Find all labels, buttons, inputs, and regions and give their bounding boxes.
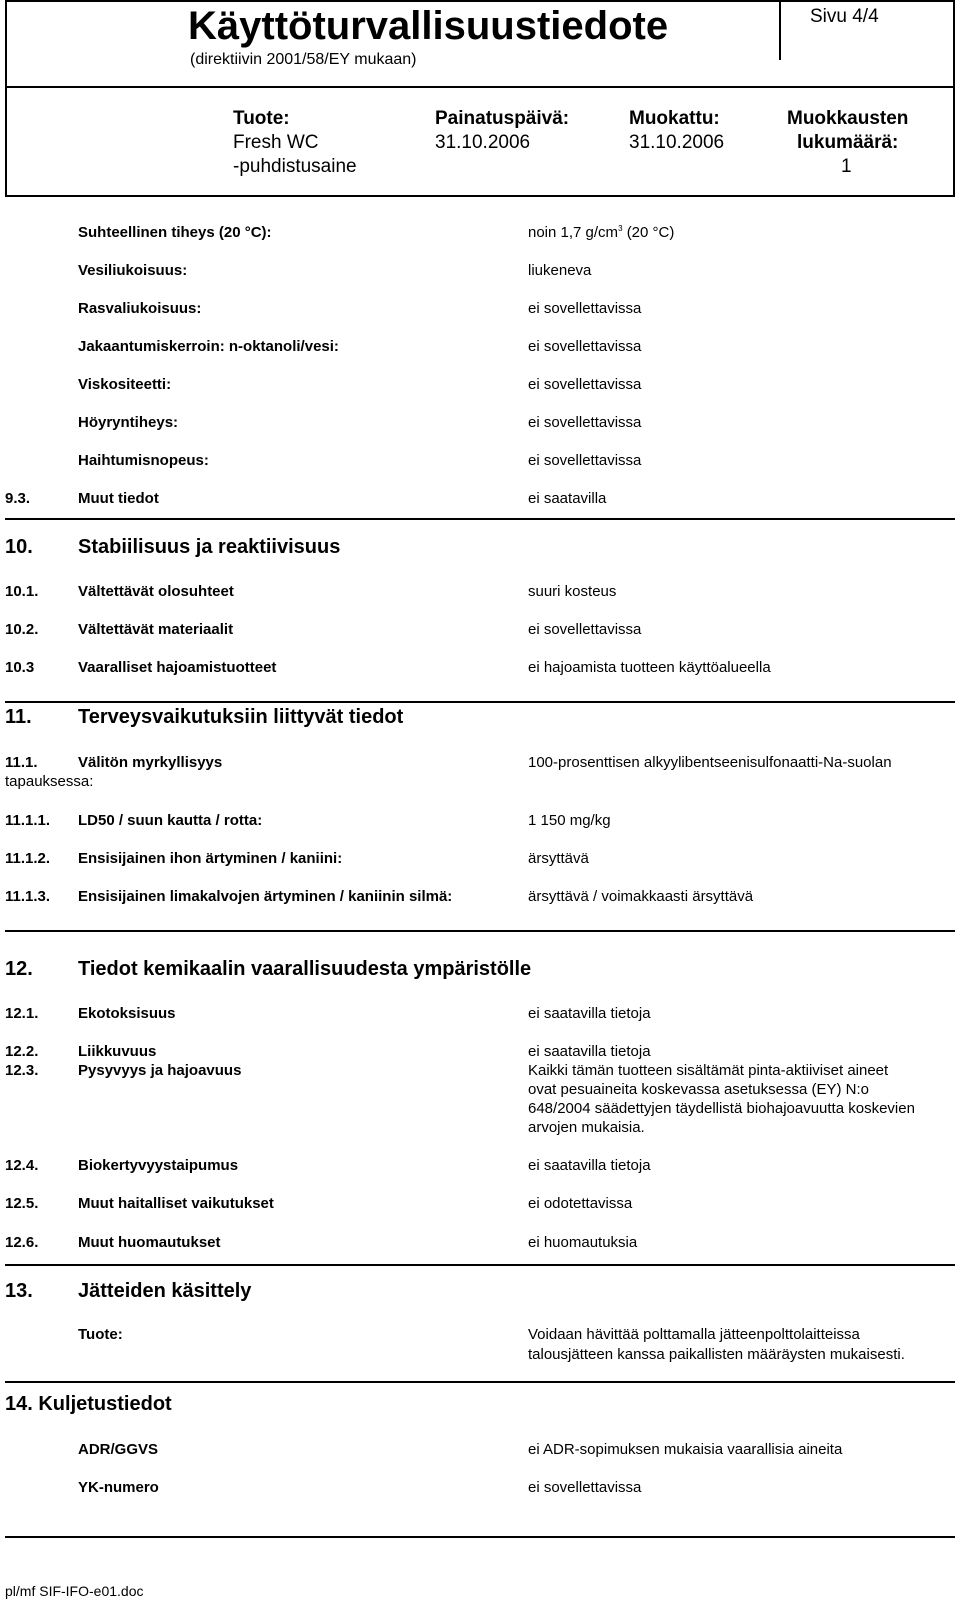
superscript: 3 bbox=[618, 224, 623, 233]
property-label: Rasvaliukoisuus: bbox=[78, 300, 202, 317]
item-value-line: arvojen mukaisia. bbox=[528, 1119, 645, 1136]
item-label: Välitön myrkyllisyys bbox=[78, 754, 223, 771]
print-date: 31.10.2006 bbox=[435, 132, 531, 153]
item-label: ADR/GGVS bbox=[78, 1441, 159, 1458]
item-value-line: ovat pesuaineita koskevassa asetuksessa (EY) N:o bbox=[528, 1081, 870, 1098]
property-label: Haihtumisnopeus: bbox=[78, 452, 209, 469]
item-number: 11.1.3. bbox=[5, 888, 51, 905]
page-number: Sivu 4/4 bbox=[810, 6, 879, 27]
section-title: Jätteiden käsittely bbox=[78, 1280, 252, 1302]
modified-label: Muokattu: bbox=[629, 108, 720, 129]
product-name: Fresh WC bbox=[233, 132, 319, 153]
header-divider bbox=[5, 86, 955, 88]
property-value: noin 1,7 $g/cm^3$ (20 °C) bbox=[528, 224, 675, 241]
edits-count: 1 bbox=[841, 156, 852, 177]
item-label: Tuote: bbox=[78, 1326, 123, 1343]
property-value: ei sovellettavissa bbox=[528, 338, 642, 355]
document-title: Käyttöturvallisuustiedote bbox=[188, 4, 669, 48]
section-title: 14. Kuljetustiedot bbox=[5, 1393, 172, 1415]
section-rule bbox=[5, 930, 955, 932]
modified-date: 31.10.2006 bbox=[629, 132, 725, 153]
item-label: Biokertyvyystaipumus bbox=[78, 1157, 239, 1174]
footer-rule bbox=[5, 1536, 955, 1538]
section-number: 10. bbox=[5, 536, 33, 558]
item-value: suuri kosteus bbox=[528, 583, 617, 600]
item-value: ei sovellettavissa bbox=[528, 621, 642, 638]
item-number: 10.2. bbox=[5, 621, 39, 638]
item-number: 12.4. bbox=[5, 1157, 39, 1174]
property-label: Vesiliukoisuus: bbox=[78, 262, 188, 279]
property-value: ei sovellettavissa bbox=[528, 376, 642, 393]
section-title: Stabiilisuus ja reaktiivisuus bbox=[78, 536, 341, 558]
product-label: Tuote: bbox=[233, 108, 290, 129]
item-value-line: Voidaan hävittää polttamalla jätteenpolttolaitteissa bbox=[528, 1326, 860, 1343]
item-value-line: 648/2004 säädettyjen täydellistä biohajoavuutta koskevien bbox=[528, 1100, 915, 1117]
footer-text: pl/mf SIF-IFO-e01.doc bbox=[5, 1583, 144, 1599]
section-number: 9.3. bbox=[5, 490, 31, 507]
product-name-cont: -puhdistusaine bbox=[233, 156, 357, 177]
property-value: ei sovellettavissa bbox=[528, 452, 642, 469]
property-label: Viskositeetti: bbox=[78, 376, 172, 393]
item-value: ei huomautuksia bbox=[528, 1234, 638, 1251]
section-title: Terveysvaikutuksiin liittyvät tiedot bbox=[78, 706, 404, 728]
item-value-line: Kaikki tämän tuotteen sisältämät pinta-aktiiviset aineet bbox=[528, 1062, 889, 1079]
item-number: 12.2. bbox=[5, 1043, 39, 1060]
item-number: 10.3 bbox=[5, 659, 35, 676]
item-number: 11.1.2. bbox=[5, 850, 51, 867]
item-number: 11.1. bbox=[5, 754, 38, 771]
section-value: ei saatavilla bbox=[528, 490, 607, 507]
item-number: 12.6. bbox=[5, 1234, 39, 1251]
property-value: ei sovellettavissa bbox=[528, 300, 642, 317]
property-label: Höyryntiheys: bbox=[78, 414, 179, 431]
section-rule bbox=[5, 1264, 955, 1266]
item-value: 1 150 mg/kg bbox=[528, 812, 611, 829]
item-value: 100-prosenttisen alkyylibentseenisulfonaatti-Na-suolan bbox=[528, 754, 892, 771]
section-number: 13. bbox=[5, 1280, 33, 1302]
section-number: 12. bbox=[5, 958, 33, 980]
item-label: Muut huomautukset bbox=[78, 1234, 221, 1251]
section-rule bbox=[5, 701, 955, 703]
item-number: 10.1. bbox=[5, 583, 39, 600]
section-title: Tiedot kemikaalin vaarallisuudesta ympäristölle bbox=[78, 958, 532, 980]
item-label: YK-numero bbox=[78, 1479, 159, 1496]
section-number: 11. bbox=[5, 706, 32, 728]
item-value: ei odotettavissa bbox=[528, 1195, 633, 1212]
item-label: Pysyvyys ja hajoavuus bbox=[78, 1062, 242, 1079]
item-label: LD50 / suun kautta / rotta: bbox=[78, 812, 263, 829]
item-label: Muut haitalliset vaikutukset bbox=[78, 1195, 274, 1212]
section-label: Muut tiedot bbox=[78, 490, 159, 507]
item-label: Ensisijainen limakalvojen ärtyminen / kaniinin silmä: bbox=[78, 888, 453, 905]
edits-label-cont: lukumäärä: bbox=[797, 132, 899, 153]
item-label: Ensisijainen ihon ärtyminen / kaniini: bbox=[78, 850, 343, 867]
item-number: 12.5. bbox=[5, 1195, 39, 1212]
section-rule bbox=[5, 518, 955, 520]
edits-label: Muokkausten bbox=[787, 108, 909, 129]
document-subtitle: (direktiivin 2001/58/EY mukaan) bbox=[190, 51, 417, 68]
section-rule bbox=[5, 1381, 955, 1383]
item-value: ei hajoamista tuotteen käyttöalueella bbox=[528, 659, 771, 676]
item-label: Liikkuvuus bbox=[78, 1043, 157, 1060]
item-label: Vältettävät olosuhteet bbox=[78, 583, 234, 600]
header-divider bbox=[779, 0, 781, 60]
item-value: ärsyttävä / voimakkaasti ärsyttävä bbox=[528, 888, 754, 905]
item-number: 11.1.1. bbox=[5, 812, 51, 829]
item-label: Vaaralliset hajoamistuotteet bbox=[78, 659, 277, 676]
property-label: Jakaantumiskerroin: n-oktanoli/vesi: bbox=[78, 338, 339, 355]
item-value: ei sovellettavissa bbox=[528, 1479, 642, 1496]
item-value: ei saatavilla tietoja bbox=[528, 1157, 651, 1174]
item-value-cont: tapauksessa: bbox=[5, 773, 94, 790]
item-value: ei ADR-sopimuksen mukaisia vaarallisia aineita bbox=[528, 1441, 843, 1458]
item-value: ärsyttävä bbox=[528, 850, 589, 867]
property-value: liukeneva bbox=[528, 262, 592, 279]
item-label: Vältettävät materiaalit bbox=[78, 621, 234, 638]
item-label: Ekotoksisuus bbox=[78, 1005, 176, 1022]
property-value: ei sovellettavissa bbox=[528, 414, 642, 431]
item-number: 12.1. bbox=[5, 1005, 39, 1022]
item-value-line: talousjätteen kanssa paikallisten määräysten mukaisesti. bbox=[528, 1346, 905, 1363]
print-date-label: Painatuspäivä: bbox=[435, 108, 570, 129]
item-value: ei saatavilla tietoja bbox=[528, 1043, 651, 1060]
item-value: ei saatavilla tietoja bbox=[528, 1005, 651, 1022]
property-label: Suhteellinen tiheys (20 °C): bbox=[78, 224, 272, 241]
item-number: 12.3. bbox=[5, 1062, 39, 1079]
